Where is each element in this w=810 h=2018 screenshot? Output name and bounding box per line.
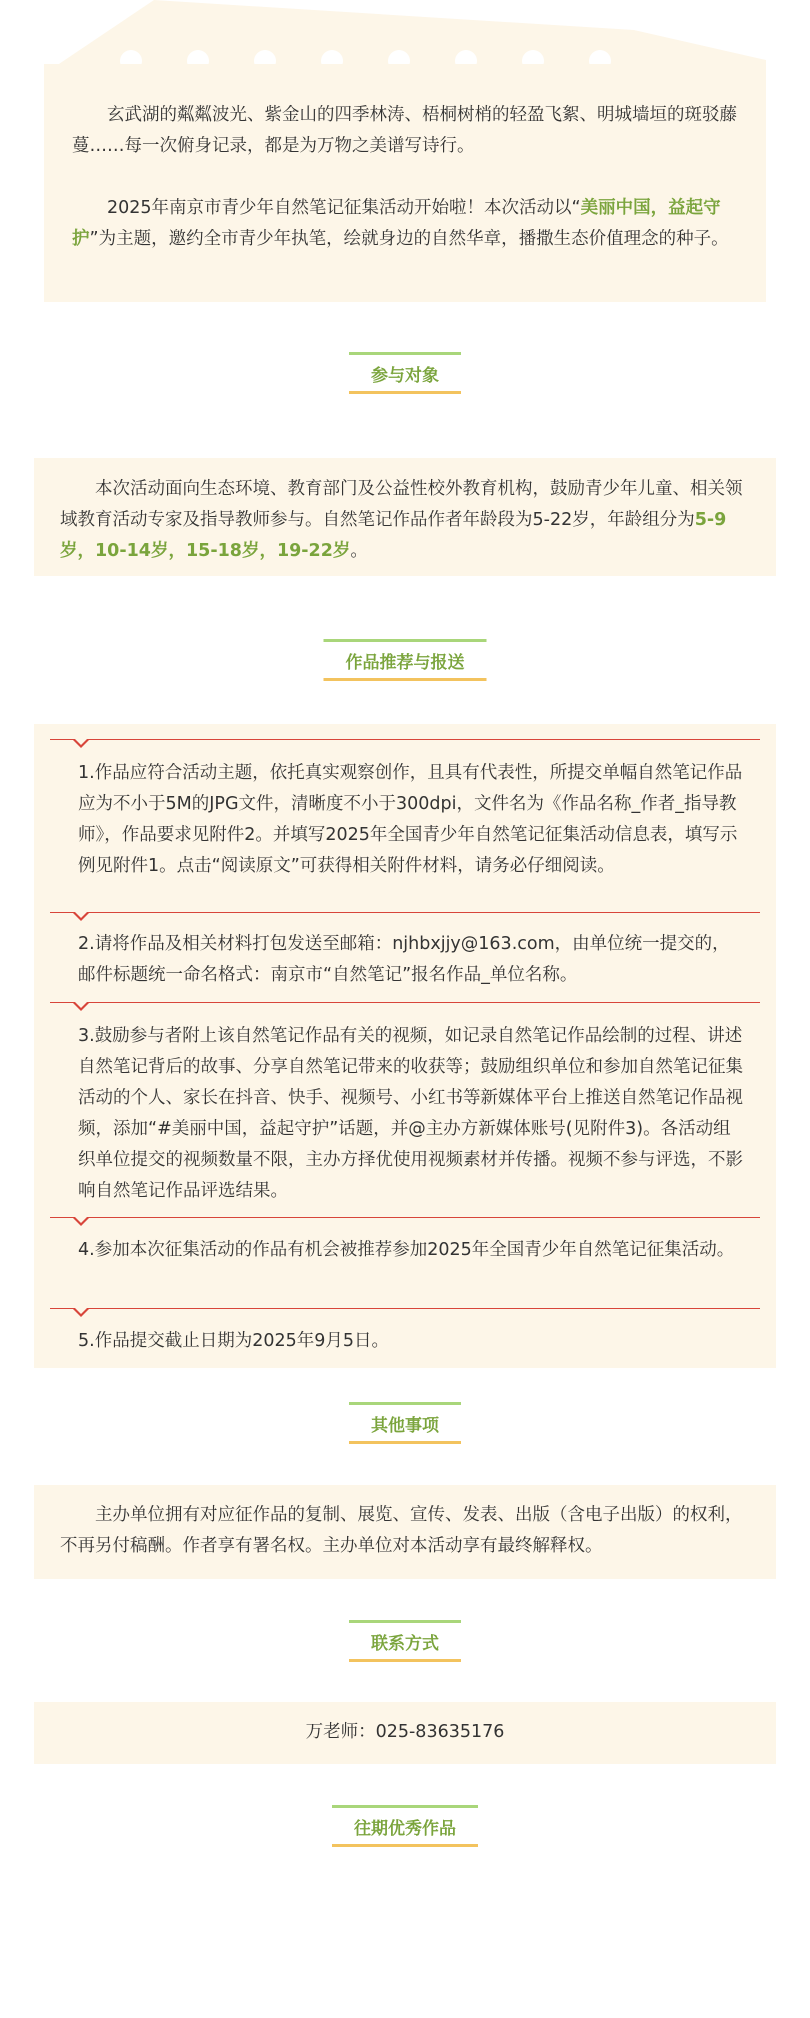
section-title: 联系方式 (371, 1633, 439, 1654)
age-groups-highlight: 5-9岁，10-14岁，15-18岁，19-22岁 (60, 510, 727, 561)
section-title: 参与对象 (371, 365, 439, 386)
divider-notch (72, 1308, 90, 1317)
divider-line (50, 1002, 760, 1003)
intro-paragraph-2: 2025年南京市青少年自然笔记征集活动开始啦！本次活动以“美丽中国，益起守护”为主题，邀约全市青少年执笔，绘就身边的自然华章，播撒生态价值理念的种子。 (72, 198, 729, 249)
section-heading-other (0, 1402, 810, 1444)
section-title: 往期优秀作品 (354, 1818, 456, 1839)
submission-item-3: 3.鼓励参与者附上该自然笔记作品有关的视频，如记录自然笔记作品绘制的过程、讲述自然笔记背后的故事、分享自然笔记带来的收获等；鼓励组织单位和参加自然笔记征集活动的个人、家长在抖音、快手、视频号、小红书等新媒体平台上推送自然笔记作品视频，添加“#美丽中国，益起守护”话题，并@主办方新媒体账号(见附件3)。各活动组织单位提交的视频数量不限，主办方择优使用视频素材并传播。视频不参与评选，不影响自然笔记作品评选结果。 (78, 1026, 743, 1201)
contact-text (34, 1717, 776, 1748)
divider-line (50, 1217, 760, 1218)
divider-notch (72, 912, 90, 921)
submission-item-4: 4.参加本次征集活动的作品有机会被推荐参加2025年全国青少年自然笔记征集活动。 (78, 1240, 735, 1260)
section-heading-contact (0, 1620, 810, 1662)
contact-phone: 万老师：025-83635176 (305, 1722, 505, 1742)
section-heading-participants (0, 352, 810, 394)
submission-item-2: 2.请将作品及相关材料打包发送至邮箱：njhbxjjy@163.com，由单位统一提交的，邮件标题统一命名格式：南京市“自然笔记”报名作品_单位名称。 (78, 934, 730, 985)
submission-item-5: 5.作品提交截止日期为2025年9月5日。 (78, 1331, 389, 1351)
divider-notch (72, 1002, 90, 1011)
theme-highlight: 美丽中国，益起守护 (72, 198, 721, 249)
divider-notch (72, 1217, 90, 1226)
section-title: 其他事项 (371, 1415, 439, 1436)
participants-text: 本次活动面向生态环境、教育部门及公益性校外教育机构，鼓励青少年儿童、相关领域教育活动专家及指导教师参与。自然笔记作品作者年龄段为5-22岁，年龄组分为5-9岁，10-14岁，15-18岁，19-22岁。 (60, 479, 743, 561)
other-text: 主办单位拥有对应征作品的复制、展览、宣传、发表、出版（含电子出版）的权利，不再另付稿酬。作者享有署名权。主办单位对本活动享有最终解释权。 (60, 1505, 743, 1556)
divider-line (50, 1308, 760, 1309)
section-heading-submission (0, 639, 810, 681)
submission-item-1: 1.作品应符合活动主题，依托真实观察创作，且具有代表性，所提交单幅自然笔记作品应为不小于5M的JPG文件，清晰度不小于300dpi，文件名为《作品名称_作者_指导教师》，作品要求见附件2。并填写2025年全国青少年自然笔记征集活动信息表，填写示例见附件1。点击“阅读原文”可获得相关附件材料，请务必仔细阅读。 (78, 763, 743, 876)
intro-paragraph-1: 玄武湖的粼粼波光、紫金山的四季林涛、梧桐树梢的轻盈飞絮、明城墙垣的斑驳藤蔓……每一次俯身记录，都是为万物之美谱写诗行。 (72, 105, 737, 156)
section-title: 作品推荐与报送 (345, 652, 465, 673)
intro-text (72, 100, 742, 255)
divider-line (50, 739, 760, 740)
section-heading-past (0, 1805, 810, 1847)
divider-notch (72, 739, 90, 748)
divider-line (50, 912, 760, 913)
